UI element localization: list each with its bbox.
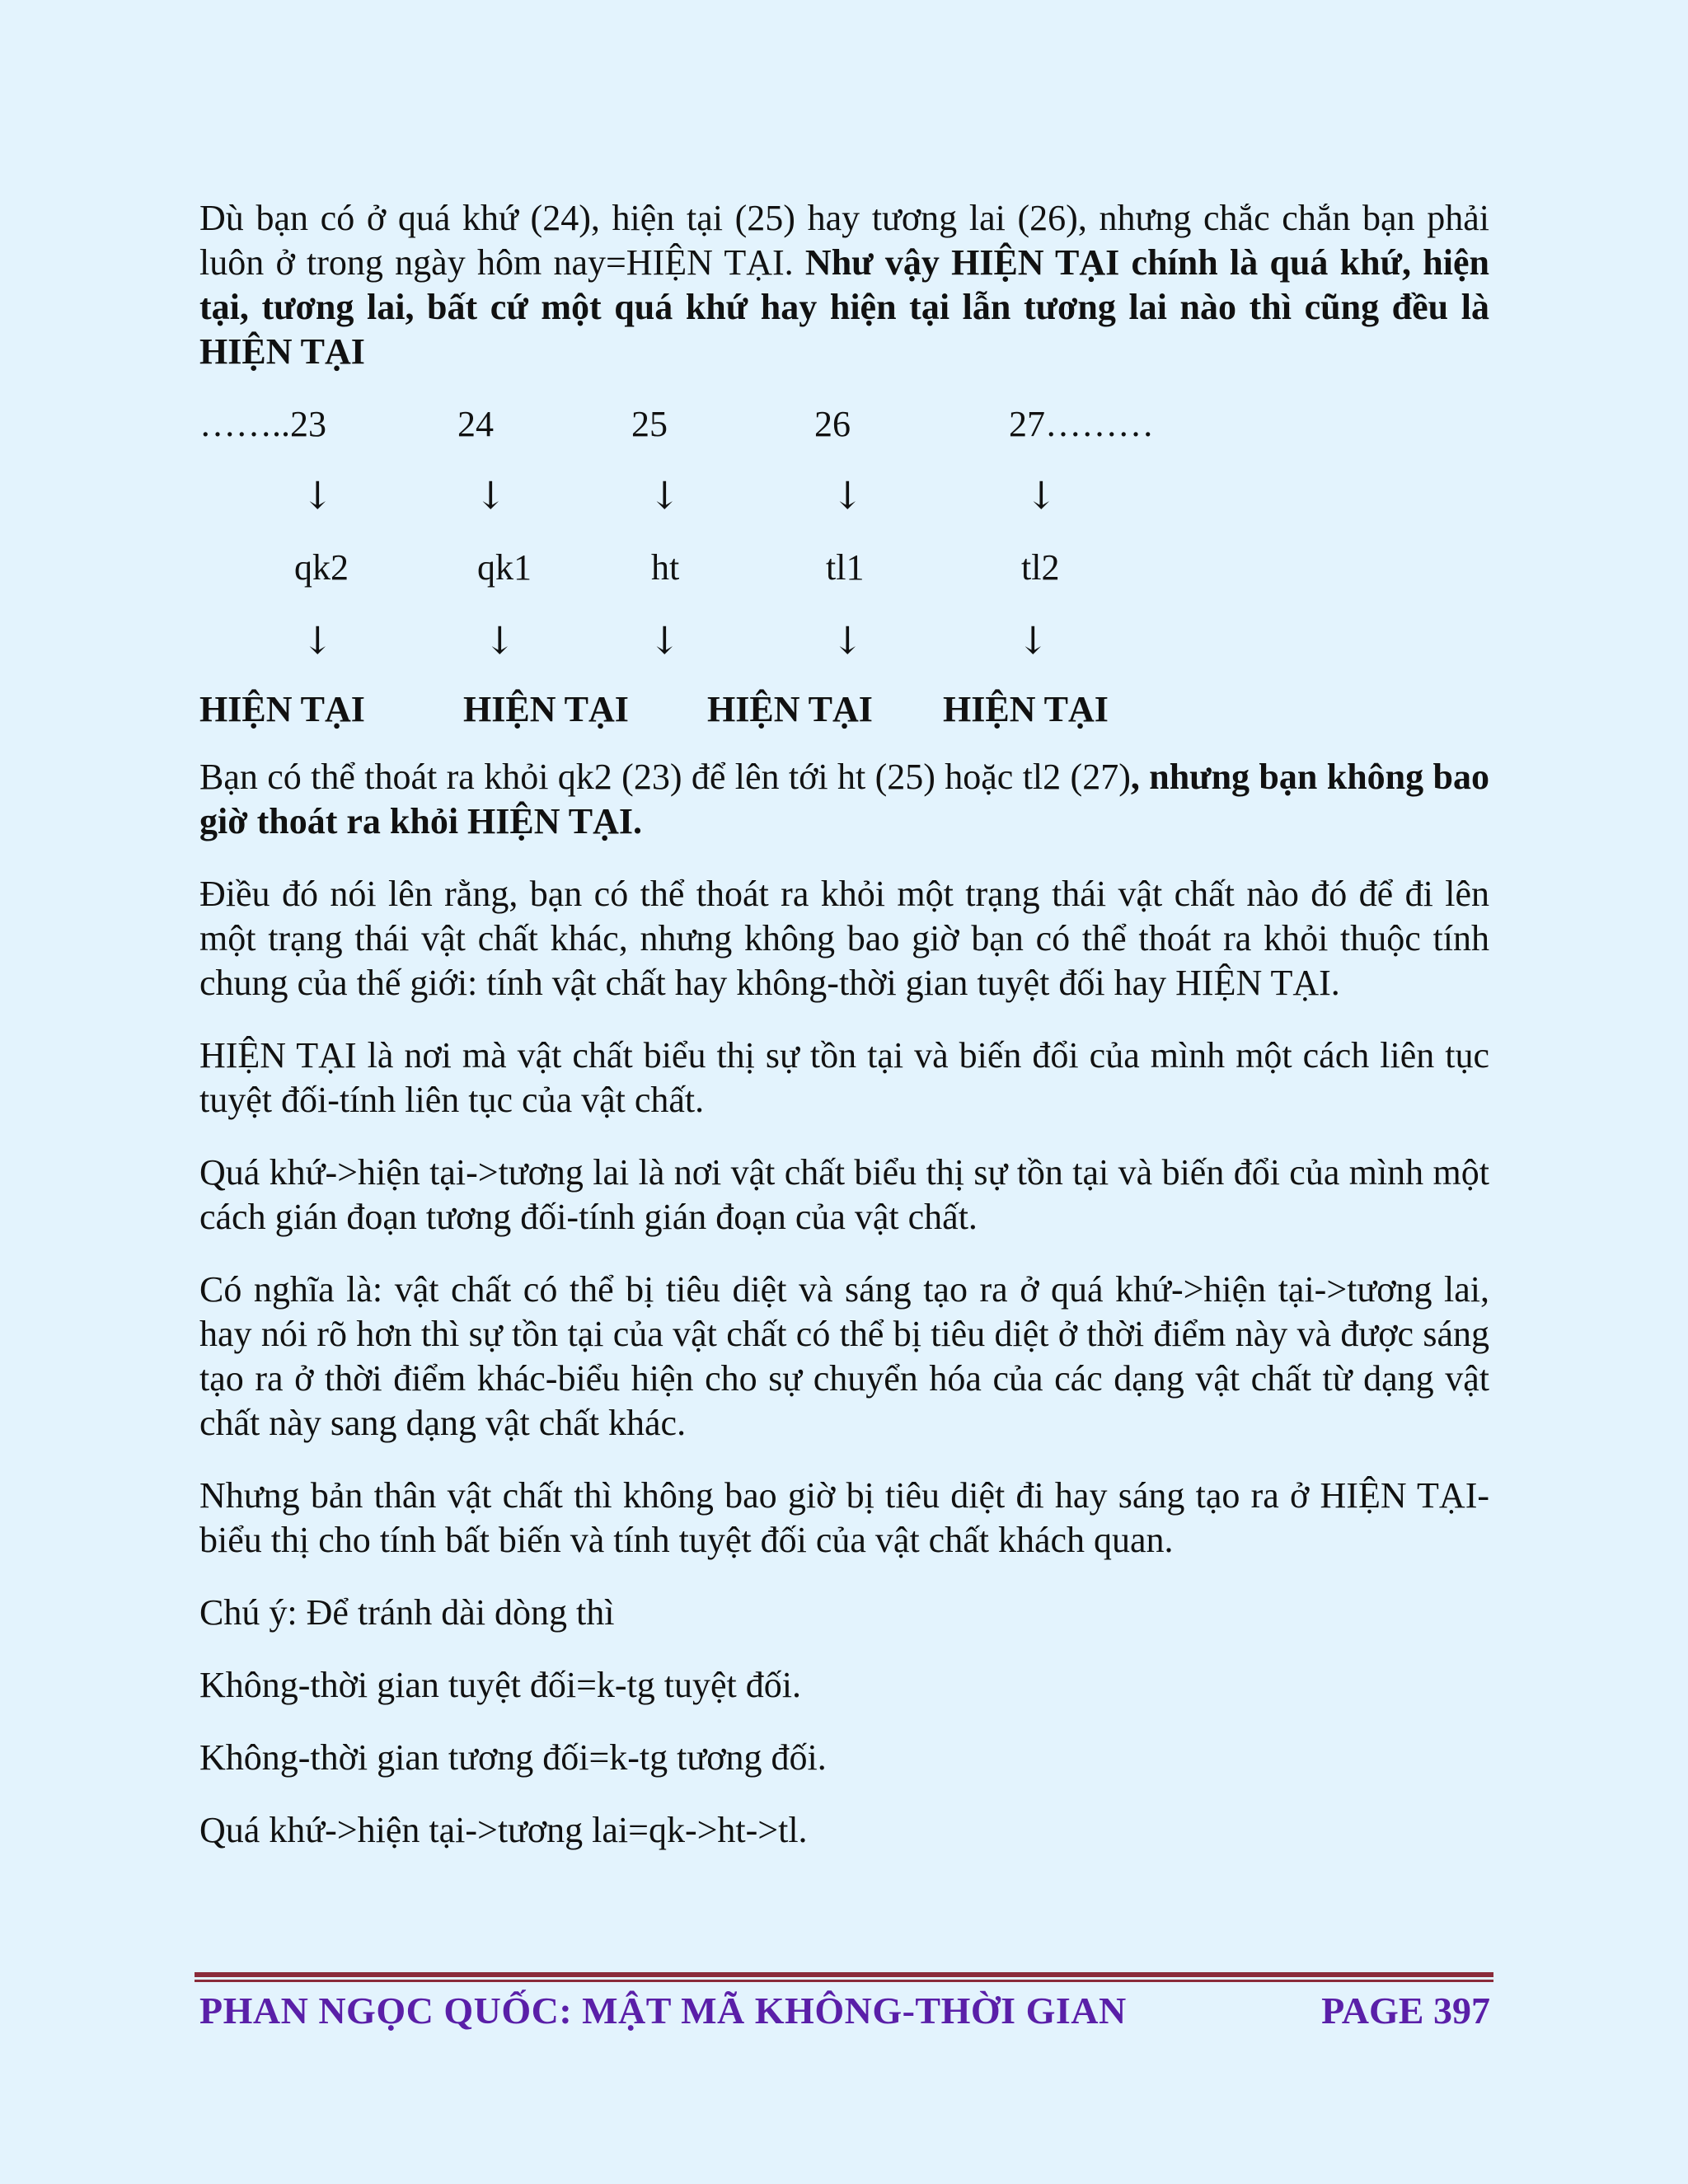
down-arrow-icon: ↓ (475, 473, 507, 518)
down-arrow-icon: ↓ (1017, 618, 1049, 663)
paragraph-meaning: Có nghĩa là: vật chất có thể bị tiêu diệt và sáng tạo ra ở quá khứ->hiện tại->tương lai, hay nói rõ hơn thì sự tồn tại của vật chất có thể bị tiêu diệt ở thời điểm này và được sáng tạo ra ở thời điểm khác-biểu hiện cho sự chuyển hóa của các dạng vật chất từ dạng vật chất này sang dạng vật chất khác. (199, 1269, 1489, 1443)
paragraph-note: Chú ý: Để tránh dài dòng thì (199, 1592, 615, 1633)
diagram-label-qk1: qk1 (477, 547, 532, 588)
diagram-number-26: 26 (814, 404, 851, 444)
diagram-label-tl2: tl2 (1021, 547, 1060, 588)
footer-book-title: PHAN NGỌC QUỐC: MẬT MÃ KHÔNG-THỜI GIAN (199, 1990, 1127, 2032)
diagram-present-1: HIỆN TẠI (199, 689, 365, 729)
diagram-present-2: HIỆN TẠI (463, 689, 629, 729)
paragraph-escape (199, 755, 1489, 844)
paragraph-abbrev-absolute: Không-thời gian tuyệt đối=k-tg tuyệt đối. (199, 1665, 801, 1705)
diagram-number-27: 27……… (1009, 404, 1154, 444)
paragraph-invariance: Nhưng bản thân vật chất thì không bao giờ bị tiêu diệt đi hay sáng tạo ra ở HIỆN TẠI-biểu thị cho tính bất biến và tính tuyệt đối của vật chất khách quan. (199, 1475, 1489, 1560)
down-arrow-icon: ↓ (832, 618, 864, 663)
paragraph-continuity: HIỆN TẠI là nơi mà vật chất biểu thị sự tồn tại và biến đổi của mình một cách liên tục tuyệt đối-tính liên tục của vật chất. (199, 1035, 1489, 1120)
paragraph-property: Điều đó nói lên rằng, bạn có thể thoát ra khỏi một trạng thái vật chất nào đó để đi lên một trạng thái vật chất khác, nhưng không bao giờ bạn có thể thoát ra khỏi thuộc tính chung của thế giới: tính vật chất hay không-thời gian tuyệt đối hay HIỆN TẠI. (199, 874, 1489, 1003)
paragraph-intro (199, 196, 1489, 374)
paragraph-escape-text: Bạn có thể thoát ra khỏi qk2 (23) để lên tới ht (25) hoặc tl2 (27) (199, 757, 1131, 797)
diagram-label-tl1: tl1 (826, 547, 865, 588)
diagram-number-24: 24 (457, 404, 494, 444)
down-arrow-icon: ↓ (649, 473, 681, 518)
down-arrow-icon: ↓ (302, 618, 334, 663)
paragraph-escape-bold: , nhưng bạn không bao giờ thoát ra khỏi HIỆN TẠI. (199, 757, 1489, 841)
diagram-present-3: HIỆN TẠI (707, 689, 873, 729)
diagram-label-ht: ht (651, 547, 680, 588)
diagram-present-4: HIỆN TẠI (943, 689, 1109, 729)
paragraph-discontinuity: Quá khứ->hiện tại->tương lai là nơi vật chất biểu thị sự tồn tại và biến đổi của mình một cách gián đoạn tương đối-tính gián đoạn của vật chất. (199, 1152, 1489, 1237)
down-arrow-icon: ↓ (1025, 473, 1057, 518)
paragraph-intro-text: Dù bạn có ở quá khứ (24), hiện tại (25) hay tương lai (26), nhưng chắc chắn bạn phải luôn ở trong ngày hôm nay=HIỆN TẠI. (199, 198, 1489, 283)
diagram-number-25: 25 (631, 404, 668, 444)
paragraph-intro-bold: Như vậy HIỆN TẠI chính là quá khứ, hiện tại, tương lai, bất cứ một quá khứ hay hiện tại lẫn tương lai nào thì cũng đều là HIỆN TẠI (199, 242, 1489, 372)
footer-page-number: PAGE 397 (1321, 1990, 1490, 2032)
paragraph-abbrev-relative: Không-thời gian tương đối=k-tg tương đối. (199, 1737, 827, 1778)
down-arrow-icon: ↓ (649, 618, 681, 663)
diagram-number-23: ……..23 (199, 404, 326, 444)
page-content (199, 196, 1489, 1881)
down-arrow-icon: ↓ (484, 618, 516, 663)
diagram-label-qk2: qk2 (294, 547, 349, 588)
down-arrow-icon: ↓ (832, 473, 864, 518)
paragraph-abbrev-timeline: Quá khứ->hiện tại->tương lai=qk->ht->tl. (199, 1810, 808, 1850)
time-diagram (199, 402, 1489, 732)
down-arrow-icon: ↓ (302, 473, 334, 518)
footer-divider-thin (195, 1980, 1493, 1982)
footer-divider (195, 1972, 1493, 1977)
